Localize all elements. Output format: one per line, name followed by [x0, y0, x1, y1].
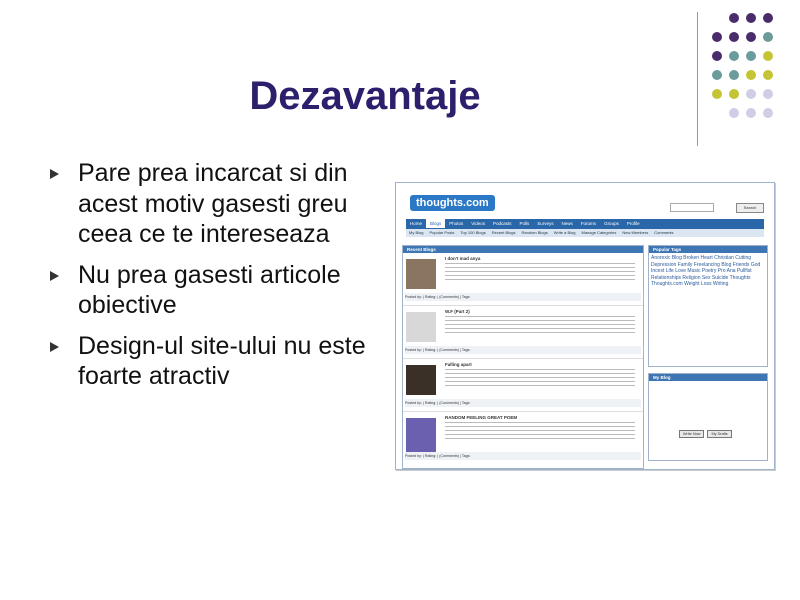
search-dropdown: [670, 203, 714, 212]
site-header: [396, 183, 774, 213]
tag-link: Cutting: [735, 255, 752, 261]
tag-link: Writing: [712, 281, 729, 287]
tag-link: Thoughts.com: [651, 281, 683, 287]
panel-header: Popular Tags: [649, 246, 767, 253]
decorative-dot: [746, 13, 756, 23]
subnav-item: Popular Posts: [429, 230, 455, 235]
decorative-dot: [746, 70, 756, 80]
subnav-item: Random Blogs: [521, 230, 548, 235]
subnav-item: My Blog: [409, 230, 424, 235]
nav-item: Profile: [626, 221, 640, 226]
bullet-item: [48, 260, 393, 321]
decorative-dot: [763, 32, 773, 42]
decorative-dot: [729, 32, 739, 42]
bullet-marker-icon: [50, 169, 59, 179]
decorative-dot: [712, 32, 722, 42]
post-thumbnail: [406, 365, 436, 395]
site-nav: [406, 219, 764, 229]
post-title: I don't mad anya: [445, 256, 481, 261]
decorative-dot: [763, 108, 773, 118]
my-blog-panel: [648, 373, 768, 461]
decorative-dot: [729, 51, 739, 61]
subnav-item: New Members: [622, 230, 649, 235]
post-meta: Posted by: | Rating: | (Comments) | Tags:: [405, 293, 641, 301]
post-title: Falling apart: [445, 362, 472, 367]
bullet-text: Nu prea gasesti articole obiective: [78, 260, 341, 319]
nav-item: Photos: [449, 221, 464, 226]
post-title: W.F (Part 2): [445, 309, 470, 314]
panel-header: Recent Blogs: [403, 246, 643, 253]
subnav-item: Top 100 Blogs: [460, 230, 486, 235]
tag-link: Religion: [682, 274, 701, 281]
decorative-dot: [763, 70, 773, 80]
tag-link: Love: [675, 268, 687, 274]
tag-link: Friends: [732, 261, 750, 268]
bullet-list: [48, 158, 393, 402]
decorative-dot: [763, 51, 773, 61]
post-excerpt: [445, 316, 635, 336]
decorative-dot: [746, 108, 756, 118]
post-meta: Posted by: | Rating: | (Comments) | Tags:: [405, 452, 641, 460]
site-subnav: [406, 229, 764, 237]
blog-post: [403, 306, 643, 359]
tag-link: Life: [665, 268, 674, 274]
sidebar: [648, 245, 768, 461]
post-excerpt: [445, 422, 635, 442]
post-thumbnail: [406, 312, 436, 342]
decorative-dot: [729, 70, 739, 80]
blog-post: [403, 412, 643, 464]
decorative-dot: [746, 32, 756, 42]
subnav-item: Manage Categories: [581, 230, 617, 235]
bullet-text: Design-ul site-ului nu este foarte atractiv: [78, 331, 366, 390]
tag-link: Christian: [714, 255, 734, 261]
tag-link: Pro Ana: [717, 268, 736, 274]
post-thumbnail: [406, 259, 436, 289]
tag-link: Suicide: [711, 274, 729, 281]
tag-link: Anorexic Blog: [651, 255, 682, 261]
blog-post: [403, 253, 643, 306]
tag-link: God: [750, 261, 761, 268]
tag-link: Freelancing: [693, 261, 720, 268]
nav-item: Forums: [580, 221, 597, 226]
post-excerpt: [445, 369, 635, 389]
search-button: Search: [736, 203, 764, 213]
bullet-item: [48, 158, 393, 250]
nav-item: Polls: [519, 221, 530, 226]
nav-item: Groups: [604, 221, 619, 226]
nav-item: Surveys: [537, 221, 554, 226]
tag-link: Depression: [651, 261, 677, 268]
my-blog-buttons: [679, 430, 735, 438]
panel-header: My Blog: [649, 374, 767, 381]
site-logo: thoughts.com: [410, 195, 495, 211]
post-meta: Posted by: | Rating: | (Comments) | Tags:: [405, 346, 641, 354]
my-drafts-button: My Drafts: [707, 430, 731, 438]
bullet-text: Pare prea incarcat si din acest motiv gasesti greu ceea ce te intereseaza: [78, 159, 348, 248]
tag-link: Weight Loss: [684, 281, 712, 287]
decorative-dot: [729, 89, 739, 99]
tag-cloud: [649, 253, 767, 290]
tag-link: Thoughts: [729, 274, 751, 281]
tag-link: Pullfist: [736, 268, 752, 274]
nav-item: Videos: [471, 221, 485, 226]
bullet-item: [48, 331, 393, 392]
tag-link: Relationships: [651, 274, 682, 281]
nav-item-active: Blogs: [426, 219, 445, 228]
write-now-button: Write Now: [679, 430, 704, 438]
tag-link: Family: [677, 261, 693, 268]
recent-blogs-panel: [402, 245, 644, 469]
post-excerpt: [445, 263, 635, 283]
slide-title: Dezavantaje: [249, 74, 481, 118]
decorative-dot: [729, 108, 739, 118]
bullet-marker-icon: [50, 271, 59, 281]
tag-link: Incest: [651, 268, 665, 274]
decorative-dot: [729, 13, 739, 23]
blog-post: [403, 359, 643, 412]
nav-item: Home: [410, 221, 423, 226]
tag-link: Broken Heart: [683, 255, 713, 261]
tag-link: Blog: [721, 261, 732, 268]
subnav-item: Recent Blogs: [491, 230, 516, 235]
popular-tags-panel: [648, 245, 768, 367]
post-thumbnail: [406, 418, 436, 456]
decorative-dot: [746, 89, 756, 99]
nav-item: News: [561, 221, 573, 226]
tag-link: Poetry: [701, 268, 717, 274]
tag-link: Music: [687, 268, 701, 274]
nav-item: Podcasts: [492, 221, 512, 226]
subnav-item: Comments: [654, 230, 674, 235]
decorative-dot: [763, 13, 773, 23]
post-meta: Posted by: | Rating: | (Comments) | Tags:: [405, 399, 641, 407]
tag-link: Sex: [701, 274, 711, 281]
decorative-dot: [763, 89, 773, 99]
subnav-item: Write a Blog: [553, 230, 576, 235]
website-screenshot: [395, 182, 775, 470]
post-title: RANDOM FEELING GREAT POEM: [445, 415, 518, 420]
bullet-marker-icon: [50, 342, 59, 352]
decorative-dot: [712, 51, 722, 61]
decorative-dot: [746, 51, 756, 61]
